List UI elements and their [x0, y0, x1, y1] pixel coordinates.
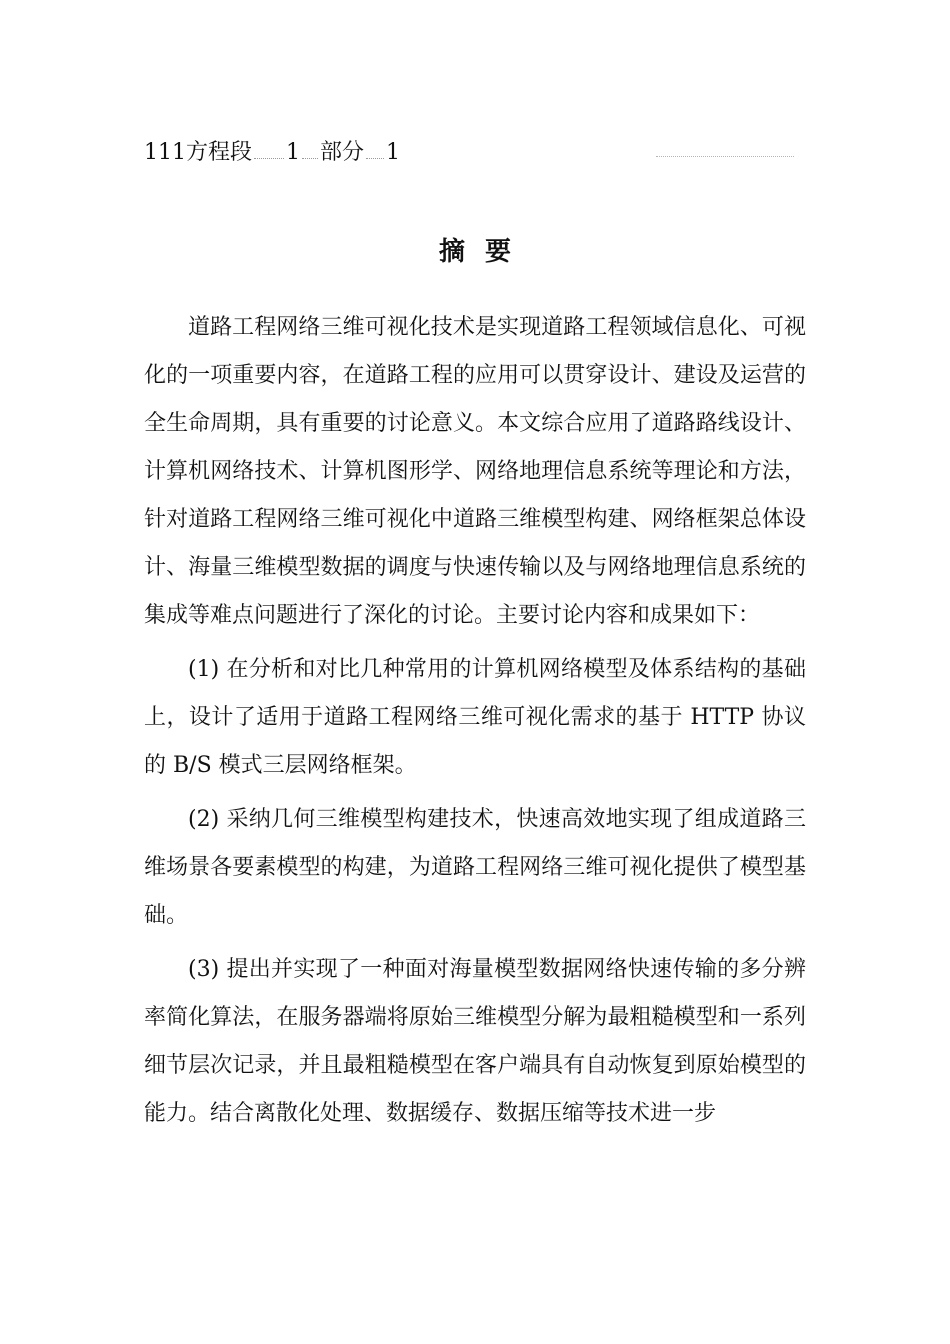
- abstract-item-3: (3) 提出并实现了一种面对海量模型数据网络快速传输的多分辨率简化算法，在服务器端将原始三维模型分解为最粗糙模型和一系列细节层次记录，并且最粗糙模型在客户端具有自动恢复到原始模型的能力。结合离散化处理、数据缓存、数据压缩等技术进一步: [144, 957, 806, 1126]
- header-num1: 1: [286, 140, 301, 165]
- dot-leader: [366, 140, 384, 159]
- abstract-body: [144, 304, 806, 1138]
- header-part2: 部分: [320, 140, 365, 165]
- abstract-paragraph: 道路工程网络三维可视化技术是实现道路工程领域信息化、可视化的一项重要内容，在道路工程的应用可以贯穿设计、建设及运营的全生命周期，具有重要的讨论意义。本文综合应用了道路路线设计、计算机网络技术、计算机图形学、网络地理信息系统等理论和方法，针对道路工程网络三维可视化中道路三维模型构建、网络框架总体设计、海量三维模型数据的调度与快速传输以及与网络地理信息系统的集成等难点问题进行了深化的讨论。主要讨论内容和成果如下：: [144, 315, 806, 628]
- header-num2: 1: [386, 140, 401, 165]
- dotted-rule: [656, 156, 794, 157]
- dot-leader: [302, 140, 318, 159]
- header-number: 111: [144, 140, 186, 165]
- toc-header-line: [144, 137, 804, 169]
- abstract-item-2: (2) 采纳几何三维模型构建技术，快速高效地实现了组成道路三维场景各要素模型的构建，为道路工程网络三维可视化提供了模型基础。: [144, 807, 806, 928]
- dot-leader: [254, 140, 284, 159]
- header-part1: 方程段: [186, 140, 253, 165]
- abstract-item-1: (1) 在分析和对比几种常用的计算机网络模型及体系结构的基础上，设计了适用于道路工程网络三维可视化需求的基于 HTTP 协议的 B/S 模式三层网络框架。: [144, 657, 806, 778]
- page-title: 摘要: [438, 237, 531, 267]
